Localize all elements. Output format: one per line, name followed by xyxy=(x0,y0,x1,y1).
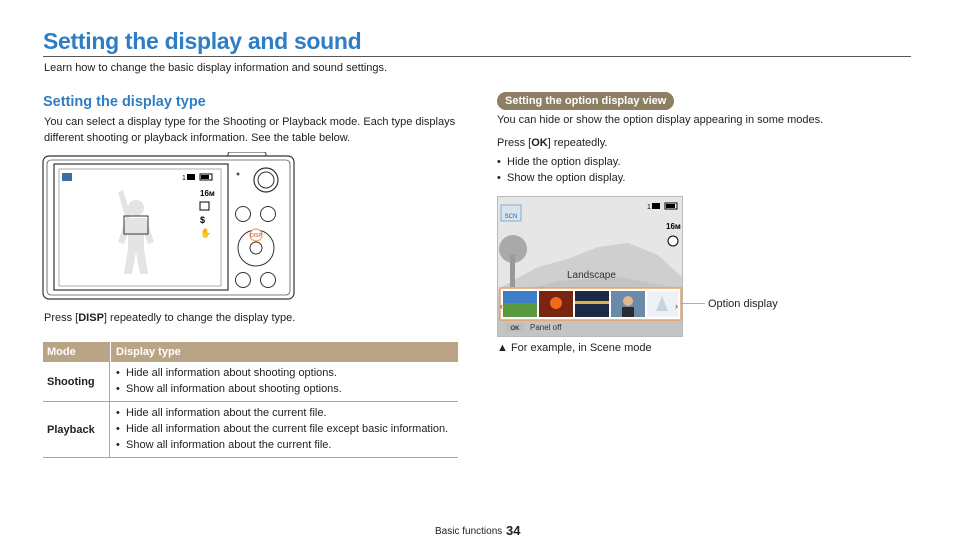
mode-cell: Shooting xyxy=(43,362,110,401)
header-mode: Mode xyxy=(47,346,76,358)
delete-button xyxy=(261,273,276,288)
memory-card-icon xyxy=(187,174,195,180)
table-header xyxy=(43,342,458,362)
header-display-type: Display type xyxy=(110,342,458,362)
figure-caption: ▲ For example, in Scene mode xyxy=(497,342,652,354)
memory-card-icon xyxy=(652,203,660,209)
section-option-display-body: You can hide or show the option display appearing in some modes. xyxy=(497,114,824,126)
camera-screen-example xyxy=(497,196,683,337)
display-type-item: • Show all information about the current file. xyxy=(116,437,458,453)
section-option-display-title: Setting the option display view xyxy=(497,92,674,110)
table-row xyxy=(43,362,458,402)
svg-text:Panel off: Panel off xyxy=(530,323,562,332)
press-disp-instruction: Press [DISP] repeatedly to change the display type. xyxy=(44,312,296,324)
callout-line xyxy=(680,303,705,304)
page-number: 34 xyxy=(506,523,521,538)
svg-text:OK: OK xyxy=(510,326,520,332)
fn-button xyxy=(236,273,251,288)
display-type-item: • Hide all information about the current file. xyxy=(116,405,458,421)
playback-button xyxy=(236,207,251,222)
footer-section-label: Basic functions xyxy=(435,526,503,537)
svg-text:✋: ✋ xyxy=(200,228,212,238)
list-item: • Show the option display. xyxy=(497,170,625,186)
svg-text:1: 1 xyxy=(647,204,651,211)
metering-icon xyxy=(200,202,209,210)
svg-text:DISP: DISP xyxy=(250,233,262,239)
ok-button xyxy=(250,242,262,254)
caption-marker-icon: ▲ xyxy=(497,342,508,354)
display-type-item: • Hide all information about the current file except basic information. xyxy=(116,421,458,437)
page-intro: Learn how to change the basic display information and sound settings. xyxy=(44,62,388,74)
disp-key-label: DISP xyxy=(78,312,104,324)
chevron-left-icon: ‹ xyxy=(500,301,503,311)
section-display-type-body: You can select a display type for the Shooting or Playback mode. Each type displays different shooting or playback information. See the table below. xyxy=(44,116,456,144)
mode-cell: Playback xyxy=(43,402,110,457)
flash-off-icon xyxy=(668,236,678,246)
section-display-type-title: Setting the display type xyxy=(43,94,206,110)
option-display-list xyxy=(497,154,625,186)
menu-button xyxy=(261,207,276,222)
display-type-item: • Show all information about shooting options. xyxy=(116,381,458,397)
press-ok-instruction: Press [OK] repeatedly. xyxy=(497,137,608,149)
smart-mode-icon xyxy=(62,173,72,181)
scene-name-label: Landscape xyxy=(567,270,616,281)
list-item: • Hide the option display. xyxy=(497,154,625,170)
title-divider xyxy=(43,56,911,57)
svg-text:$: $ xyxy=(200,215,206,225)
option-display-callout: Option display xyxy=(708,298,778,310)
chevron-right-icon: › xyxy=(675,301,678,311)
page-title: Setting the display and sound xyxy=(43,28,362,54)
ok-key-label: OK xyxy=(531,137,548,149)
svg-text:1: 1 xyxy=(182,175,186,182)
display-type-item: • Hide all information about shooting options. xyxy=(116,365,458,381)
table-row xyxy=(43,402,458,458)
display-type-table xyxy=(43,342,458,458)
svg-text:16м: 16м xyxy=(200,189,215,198)
camera-back-illustration xyxy=(42,152,296,302)
svg-text:16м: 16м xyxy=(666,222,681,231)
svg-text:SCN: SCN xyxy=(504,214,518,220)
